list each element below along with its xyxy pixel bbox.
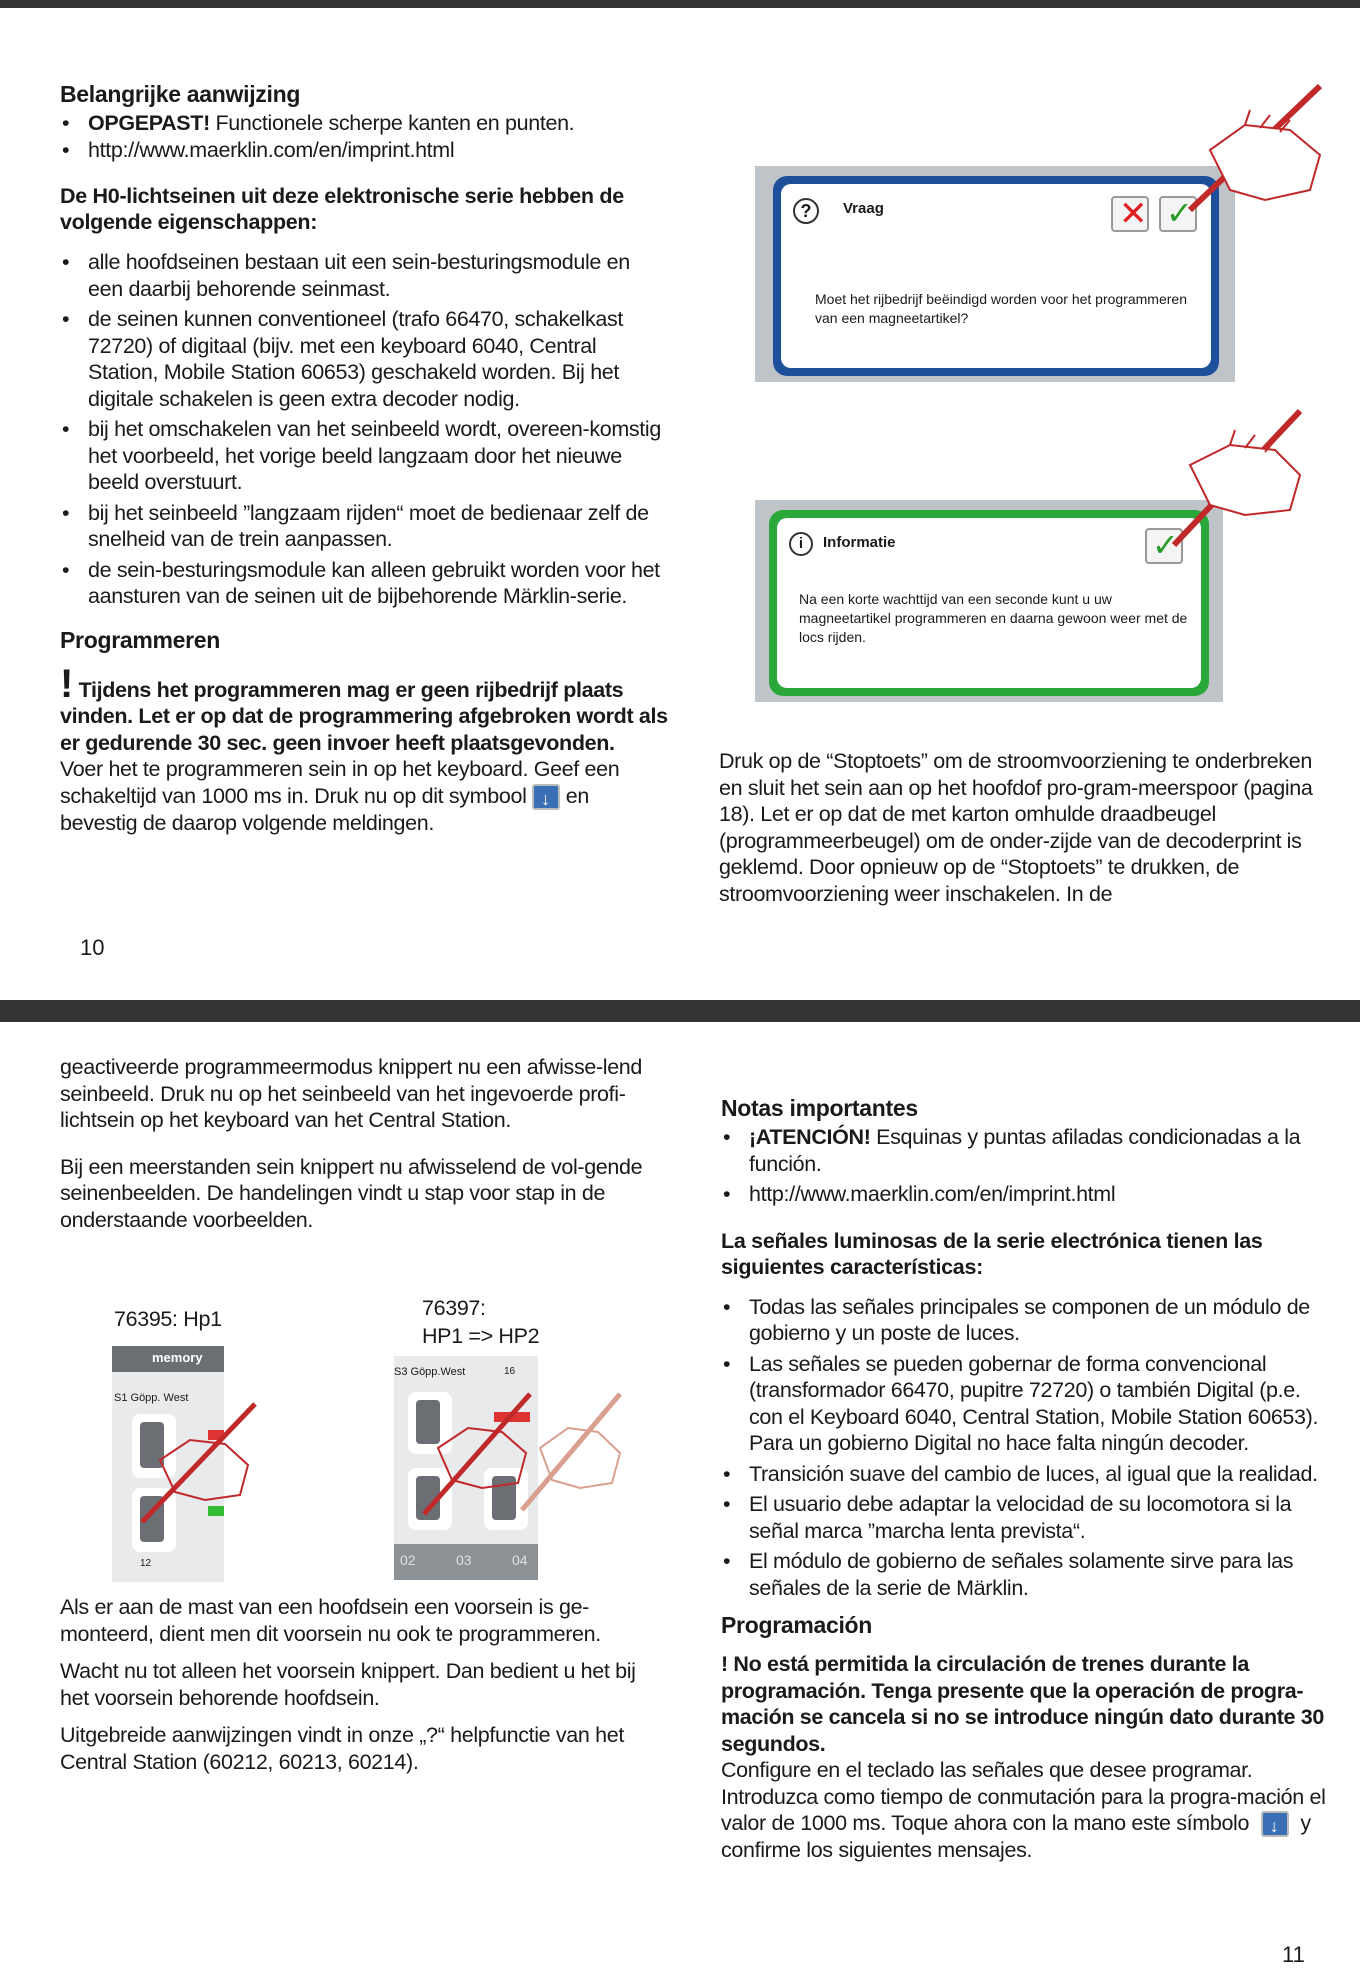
page11-left-bottom <box>60 1594 670 1776</box>
list-item: • Transición suave del cambio de luces, al igual que la realidad. <box>721 1461 1331 1488</box>
hand-pen-icon <box>1170 80 1340 230</box>
page-number: 11 <box>1282 1942 1305 1967</box>
question-dialog <box>781 184 1211 368</box>
screenshot-info-dialog <box>755 500 1223 702</box>
properties-heading: De H0-lichtseinen uit deze elektronische serie hebben de volgende eigenschappen: <box>60 184 624 234</box>
hand-pen-icon <box>520 1390 630 1520</box>
track-label: S1 Göpp. West <box>114 1392 189 1404</box>
tab-label[interactable]: 04 <box>512 1552 528 1568</box>
notice-heading: Notas importantes <box>721 1095 918 1121</box>
dialog-title: Vraag <box>843 200 884 217</box>
list-item: • de seinen kunnen conventioneel (trafo 66470, schakelkast 72720) of digitaal (bijv. met een keyboard 6040, Central Station, Mobile Station 60653) geschakeld worden. Bij het digitale schakelen is geen extra decoder nodig. <box>60 306 670 412</box>
download-arrow-icon <box>532 784 560 810</box>
warning-mark: ! <box>60 661 73 706</box>
example1-label: 76395: Hp1 <box>114 1307 222 1331</box>
dialog-message: Na een korte wachttijd van een seconde kunt u uw magneetartikel programmeren en daarna gewoon weer met de locs rijden. <box>799 591 1188 645</box>
paragraph: Uitgebreide aanwijzingen vindt in onze „?“ helpfunctie van het Central Station (60212, 60213, 60214). <box>60 1723 624 1774</box>
track-number: 12 <box>140 1558 152 1569</box>
page10-left-column <box>60 80 670 836</box>
programming-warning: ! No está permitida la circulación de trenes durante la programación. Tenga presente que la operación de progra-mación se cancela si no se introduce ningún dato durante 30 segundos. <box>721 1652 1324 1756</box>
list-item: • El módulo de gobierno de señales solamente sirve para las señales de la serie de Märklin. <box>721 1548 1331 1601</box>
check-icon: ✓ <box>1166 195 1193 231</box>
question-icon: ? <box>793 198 819 224</box>
middle-bar <box>0 1000 1360 1022</box>
tab-label[interactable]: 03 <box>456 1552 472 1568</box>
screenshot-question-dialog <box>755 166 1235 382</box>
notice-list <box>60 110 670 163</box>
notice-heading: Belangrijke aanwijzing <box>60 81 301 107</box>
check-icon: ✓ <box>1152 527 1179 563</box>
tab-label[interactable]: 02 <box>400 1552 416 1568</box>
page-number: 10 <box>80 935 105 960</box>
info-dialog <box>777 518 1201 688</box>
programming-text: Voer het te programmeren sein in op het keyboard. Geef een schakeltijd van 1000 ms in. Druk nu op dit symbool ↓ en bevestig de daarop volgende meldingen. <box>60 756 670 836</box>
list-item: • Las señales se pueden gobernar de forma convencional (transformador 66470, pupitre 72720) o también Digital (p.e. con el Keyboard 6040, Central Station, Mobile Station 60653). Para un gobierno Digital no hace falta ningún decoder. <box>721 1351 1331 1457</box>
hand-pen-icon <box>130 1400 270 1530</box>
download-arrow-icon <box>1261 1811 1289 1837</box>
paragraph: Bij een meerstanden sein knippert nu afwisselend de vol-gende seinenbeelden. De handelingen vindt u stap voor stap in de onderstaande voorbeelden. <box>60 1154 643 1232</box>
list-item: • OPGEPAST! Functionele scherpe kanten en punten. <box>60 110 670 137</box>
list-item: • http://www.maerklin.com/en/imprint.html <box>721 1181 1331 1208</box>
programming-text: Configure en el teclado las señales que desee programar. Introduzca como tiempo de conmutación para la progra-mación el valor de 1000 ms. Toque ahora con la mano este símbolo ↓ y confirme los siguientes mensajes. <box>721 1757 1331 1864</box>
hand-pen-icon <box>1160 405 1320 550</box>
programming-warning: ! Tijdens het programmeren mag er geen rijbedrijf plaats vinden. Let er op dat de programmering afgebroken wordt als er gedurende 30 sec. geen invoer heeft plaatsgevonden. <box>60 661 668 755</box>
track-number: 16 <box>504 1366 516 1377</box>
dialog-message: Moet het rijbedrijf beëindigd worden voor het programmeren van een magneetartikel? <box>815 291 1187 326</box>
list-item: • Todas las señales principales se componen de un módulo de gobierno y un poste de luces. <box>721 1294 1331 1347</box>
list-item: • de sein-besturingsmodule kan alleen gebruikt worden voor het aansturen van de seinen uit de bijbehorende Märklin-serie. <box>60 557 670 610</box>
list-item: • alle hoofdseinen bestaan uit een sein-besturingsmodule en een daarbij behorende seinmast. <box>60 249 670 302</box>
list-item: • El usuario debe adaptar la velocidad de su locomotora si la señal marca ”marcha lenta prevista“. <box>721 1491 1331 1544</box>
paragraph: Wacht nu tot alleen het voorsein knippert. Dan bedient u het bij het voorsein behorende hoofdsein. <box>60 1659 636 1710</box>
list-item: • ¡ATENCIÓN! Esquinas y puntas afiladas condicionadas a la función. <box>721 1124 1331 1177</box>
page11-right-column <box>721 1094 1331 1864</box>
list-item: • bij het omschakelen van het seinbeeld wordt, overeen-komstig het voorbeeld, het vorige beeld langzaam door het nieuwe beeld overstuurt. <box>60 416 670 496</box>
track-label: S3 Göpp.West <box>394 1366 466 1378</box>
page10-right-text: Druk op de “Stoptoets” om de stroomvoorziening te onderbreken en sluit het sein aan op het hoofdof pro-gram-meerspoor (pagina 18). Let er op dat de met karton omhulde draadbeugel (programmeerbeugel) om de onder-zijde van de decoderprint is geklemd. Door opnieuw op de “Stoptoets” te drukken, de stroomvoorziening weer inschakelen. In de <box>719 749 1313 906</box>
programming-heading: Programación <box>721 1612 873 1638</box>
dialog-title: Informatie <box>823 534 896 551</box>
list-item: • http://www.maerklin.com/en/imprint.html <box>60 137 670 164</box>
close-icon: ✕ <box>1119 195 1148 233</box>
example2-label: 76397: HP1 => HP2 <box>422 1296 540 1348</box>
properties-heading: La señales luminosas de la serie electrónica tienen las siguientes características: <box>721 1228 1263 1279</box>
top-bar <box>0 0 1360 8</box>
properties-list <box>721 1294 1331 1602</box>
properties-list <box>60 249 670 610</box>
programming-heading: Programmeren <box>60 626 221 653</box>
notice-list <box>721 1124 1331 1208</box>
paragraph: geactiveerde programmeermodus knippert nu een afwisse-lend seinbeeld. Druk nu op het seinbeeld van het ingevoerde profi-lichtsein op het keyboard van het Central Station. <box>60 1055 643 1132</box>
paragraph: Als er aan de mast van een hoofdsein een voorsein is ge-monteerd, dient men dit voorsein nu ook te programmeren. <box>60 1595 601 1646</box>
cancel-button[interactable] <box>1111 196 1149 232</box>
memory-label: memory <box>152 1350 203 1365</box>
page11-left-column <box>60 1054 670 1233</box>
list-item: • bij het seinbeeld ”langzaam rijden“ moet de bedienaar zelf de snelheid van de trein aanpassen. <box>60 500 670 553</box>
info-icon: i <box>789 532 813 556</box>
